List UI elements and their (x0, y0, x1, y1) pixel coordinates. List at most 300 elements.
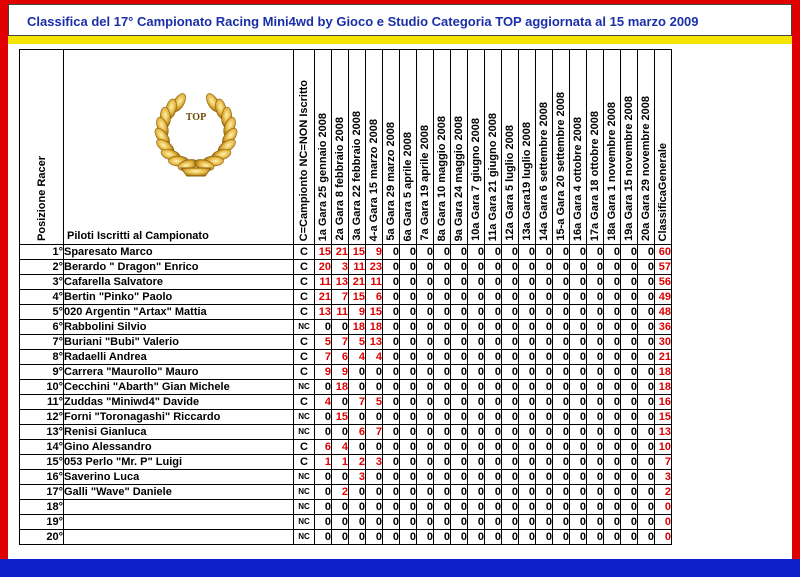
score-cell: 0 (383, 485, 400, 500)
score-cell: 0 (587, 260, 604, 275)
score-cell: 0 (417, 455, 434, 470)
score-cell: 0 (536, 455, 553, 470)
score-cell: 0 (570, 305, 587, 320)
score-cell: 0 (400, 500, 417, 515)
total-cell: 0 (655, 530, 672, 545)
score-cell: 0 (332, 320, 349, 335)
score-cell: 1 (315, 455, 332, 470)
score-cell: 0 (587, 440, 604, 455)
score-cell: 0 (417, 245, 434, 260)
score-cell: 0 (468, 485, 485, 500)
score-cell: 0 (451, 500, 468, 515)
score-cell: 0 (638, 335, 655, 350)
score-cell: 0 (536, 485, 553, 500)
header-race-4: 4-a Gara 15 marzo 2008 (366, 50, 383, 245)
score-cell: 0 (536, 350, 553, 365)
position-cell: 8° (20, 350, 64, 365)
score-cell: 0 (468, 515, 485, 530)
score-cell: 0 (638, 275, 655, 290)
header-race-10: 10a Gara 7 giugno 2008 (468, 50, 485, 245)
score-cell: 0 (553, 395, 570, 410)
score-cell: 0 (621, 485, 638, 500)
score-cell: 0 (536, 500, 553, 515)
score-cell: 0 (502, 245, 519, 260)
score-cell: 0 (349, 380, 366, 395)
score-cell: 0 (502, 320, 519, 335)
header-row (20, 50, 672, 245)
score-cell: 0 (502, 260, 519, 275)
score-cell: 0 (315, 470, 332, 485)
score-cell: 0 (519, 470, 536, 485)
total-cell: 36 (655, 320, 672, 335)
score-cell: 0 (383, 455, 400, 470)
pilot-name-cell (64, 500, 294, 515)
score-cell: 0 (570, 425, 587, 440)
table-row (20, 500, 672, 515)
score-cell: 0 (485, 470, 502, 485)
pilot-name-cell: 053 Perlo "Mr. P" Luigi (64, 455, 294, 470)
score-cell: 0 (451, 395, 468, 410)
category-cell: NC (294, 320, 315, 335)
score-cell: 0 (434, 365, 451, 380)
header-race-13: 13a Gara19 luglio 2008 (519, 50, 536, 245)
score-cell: 13 (315, 305, 332, 320)
header-pilots: TOP Piloti Iscritti al Campionato (64, 50, 294, 245)
total-cell: 16 (655, 395, 672, 410)
score-cell: 0 (315, 380, 332, 395)
score-cell: 0 (553, 470, 570, 485)
score-cell: 0 (621, 320, 638, 335)
table-row (20, 335, 672, 350)
score-cell: 0 (502, 455, 519, 470)
score-cell: 2 (349, 455, 366, 470)
score-cell: 0 (621, 290, 638, 305)
score-cell: 0 (519, 515, 536, 530)
position-cell: 3° (20, 275, 64, 290)
score-cell: 0 (485, 455, 502, 470)
score-cell: 0 (383, 275, 400, 290)
score-cell: 0 (451, 380, 468, 395)
category-cell: NC (294, 515, 315, 530)
pilot-name-cell: Cecchini "Abarth" Gian Michele (64, 380, 294, 395)
score-cell: 0 (553, 335, 570, 350)
score-cell: 0 (383, 350, 400, 365)
score-cell: 0 (417, 410, 434, 425)
score-cell: 0 (570, 290, 587, 305)
score-cell: 0 (553, 305, 570, 320)
table-row (20, 410, 672, 425)
score-cell: 0 (536, 320, 553, 335)
position-cell: 12° (20, 410, 64, 425)
score-cell: 4 (315, 395, 332, 410)
score-cell: 0 (315, 515, 332, 530)
score-cell: 0 (400, 515, 417, 530)
score-cell: 0 (536, 410, 553, 425)
score-cell: 0 (621, 395, 638, 410)
score-cell: 0 (502, 515, 519, 530)
score-cell: 7 (332, 290, 349, 305)
score-cell: 0 (383, 365, 400, 380)
score-cell: 11 (332, 305, 349, 320)
table-row (20, 365, 672, 380)
score-cell: 0 (485, 260, 502, 275)
score-cell: 0 (621, 500, 638, 515)
table-row (20, 485, 672, 500)
category-cell: NC (294, 425, 315, 440)
score-cell: 0 (434, 440, 451, 455)
score-cell: 0 (536, 290, 553, 305)
position-cell: 1° (20, 245, 64, 260)
score-cell: 0 (332, 470, 349, 485)
position-cell: 19° (20, 515, 64, 530)
score-cell: 15 (349, 245, 366, 260)
table-row (20, 260, 672, 275)
position-cell: 2° (20, 260, 64, 275)
score-cell: 0 (315, 500, 332, 515)
score-cell: 7 (332, 335, 349, 350)
score-cell: 4 (332, 440, 349, 455)
table-row (20, 395, 672, 410)
score-cell: 0 (604, 260, 621, 275)
position-cell: 10° (20, 380, 64, 395)
score-cell: 0 (400, 425, 417, 440)
table-row (20, 290, 672, 305)
score-cell: 0 (536, 440, 553, 455)
score-cell: 0 (621, 410, 638, 425)
score-cell: 0 (587, 305, 604, 320)
score-cell: 23 (366, 260, 383, 275)
pilot-name-cell (64, 530, 294, 545)
score-cell: 0 (451, 305, 468, 320)
total-cell: 15 (655, 410, 672, 425)
score-cell: 0 (366, 470, 383, 485)
score-cell: 0 (383, 380, 400, 395)
score-cell: 11 (366, 275, 383, 290)
score-cell: 0 (638, 425, 655, 440)
header-race-11: 11a Gara 21 giugno 2008 (485, 50, 502, 245)
score-cell: 0 (621, 425, 638, 440)
score-cell: 0 (417, 350, 434, 365)
pilot-name-cell: Forni "Toronagashi" Riccardo (64, 410, 294, 425)
score-cell: 0 (383, 425, 400, 440)
total-cell: 13 (655, 425, 672, 440)
score-cell: 0 (604, 470, 621, 485)
score-cell: 0 (638, 455, 655, 470)
header-race-2: 2a Gara 8 febbraio 2008 (332, 50, 349, 245)
score-cell: 15 (315, 245, 332, 260)
score-cell: 0 (451, 470, 468, 485)
total-cell: 48 (655, 305, 672, 320)
score-cell: 0 (519, 485, 536, 500)
score-cell: 0 (604, 290, 621, 305)
score-cell: 0 (553, 515, 570, 530)
score-cell: 0 (400, 335, 417, 350)
score-cell: 0 (485, 245, 502, 260)
score-cell: 0 (400, 275, 417, 290)
score-cell: 0 (519, 305, 536, 320)
score-cell: 0 (434, 245, 451, 260)
score-cell: 0 (485, 275, 502, 290)
pilot-name-cell: Bertin "Pinko" Paolo (64, 290, 294, 305)
score-cell: 0 (604, 485, 621, 500)
score-cell: 0 (570, 320, 587, 335)
score-cell: 0 (383, 335, 400, 350)
category-cell: NC (294, 410, 315, 425)
score-cell: 0 (349, 410, 366, 425)
header-race-17: 17a Gara 18 ottobre 2008 (587, 50, 604, 245)
category-cell: NC (294, 380, 315, 395)
pilot-name-cell: Sparesato Marco (64, 245, 294, 260)
score-cell: 0 (519, 275, 536, 290)
score-cell: 0 (417, 335, 434, 350)
pilot-name-cell: Berardo " Dragon" Enrico (64, 260, 294, 275)
score-cell: 0 (587, 290, 604, 305)
score-cell: 0 (502, 395, 519, 410)
score-cell: 0 (553, 365, 570, 380)
table-row (20, 425, 672, 440)
score-cell: 0 (587, 350, 604, 365)
score-cell: 0 (434, 515, 451, 530)
score-cell: 0 (536, 470, 553, 485)
table-row (20, 440, 672, 455)
score-cell: 0 (638, 530, 655, 545)
pilot-name-cell: Saverino Luca (64, 470, 294, 485)
pilot-name-cell: Zuddas "Miniwd4" Davide (64, 395, 294, 410)
score-cell: 0 (485, 485, 502, 500)
score-cell: 0 (536, 245, 553, 260)
score-cell: 0 (553, 380, 570, 395)
score-cell: 13 (366, 335, 383, 350)
score-cell: 0 (519, 380, 536, 395)
score-cell: 0 (434, 410, 451, 425)
score-cell: 0 (553, 245, 570, 260)
pilot-name-cell: Gino Alessandro (64, 440, 294, 455)
score-cell: 0 (434, 455, 451, 470)
score-cell: 0 (519, 260, 536, 275)
score-cell: 0 (587, 530, 604, 545)
score-cell: 0 (349, 440, 366, 455)
category-cell: C (294, 335, 315, 350)
score-cell: 0 (468, 275, 485, 290)
score-cell: 0 (468, 320, 485, 335)
score-cell: 0 (587, 515, 604, 530)
score-cell: 0 (315, 320, 332, 335)
score-cell: 0 (587, 245, 604, 260)
score-cell: 0 (519, 320, 536, 335)
score-cell: 0 (485, 350, 502, 365)
score-cell: 0 (451, 515, 468, 530)
score-cell: 0 (349, 500, 366, 515)
position-cell: 14° (20, 440, 64, 455)
score-cell: 0 (604, 320, 621, 335)
score-cell: 0 (519, 335, 536, 350)
score-cell: 0 (553, 530, 570, 545)
score-cell: 0 (570, 380, 587, 395)
header-race-1: 1a Gara 25 gennaio 2008 (315, 50, 332, 245)
category-cell: C (294, 245, 315, 260)
score-cell: 0 (638, 485, 655, 500)
score-cell: 18 (349, 320, 366, 335)
score-cell: 21 (315, 290, 332, 305)
score-cell: 0 (621, 305, 638, 320)
score-cell: 0 (366, 380, 383, 395)
header-category: C=Campionto NC=NON Iscritto (294, 50, 315, 245)
score-cell: 21 (349, 275, 366, 290)
position-cell: 7° (20, 335, 64, 350)
total-cell: 2 (655, 485, 672, 500)
score-cell: 0 (502, 440, 519, 455)
table-row (20, 305, 672, 320)
score-cell: 0 (553, 485, 570, 500)
table-row (20, 320, 672, 335)
score-cell: 0 (502, 425, 519, 440)
score-cell: 0 (570, 245, 587, 260)
score-cell: 0 (519, 440, 536, 455)
score-cell: 0 (400, 245, 417, 260)
score-cell: 0 (400, 365, 417, 380)
score-cell: 0 (417, 470, 434, 485)
header-race-7: 7a Gara 19 aprile 2008 (417, 50, 434, 245)
score-cell: 0 (383, 395, 400, 410)
score-cell: 0 (468, 305, 485, 320)
score-cell: 0 (587, 425, 604, 440)
score-cell: 0 (502, 350, 519, 365)
score-cell: 0 (604, 410, 621, 425)
score-cell: 0 (638, 365, 655, 380)
header-race-20: 20a Gara 29 novembre 2008 (638, 50, 655, 245)
score-cell: 0 (638, 245, 655, 260)
standings-table (19, 49, 672, 545)
score-cell: 0 (519, 290, 536, 305)
score-cell: 0 (366, 530, 383, 545)
score-cell: 0 (417, 320, 434, 335)
page-title: Classifica del 17° Campionato Racing Mini4wd by Gioco e Studio Categoria TOP aggiornata al 15 marzo 2009 (27, 14, 699, 29)
score-cell: 0 (604, 365, 621, 380)
score-cell: 15 (349, 290, 366, 305)
pilot-name-cell: Rabbolini Silvio (64, 320, 294, 335)
score-cell: 0 (536, 530, 553, 545)
header-race-3: 3a Gara 22 febbraio 2008 (349, 50, 366, 245)
score-cell: 0 (604, 380, 621, 395)
score-cell: 0 (349, 365, 366, 380)
score-cell: 7 (366, 425, 383, 440)
score-cell: 0 (417, 515, 434, 530)
score-cell: 0 (400, 260, 417, 275)
score-cell: 0 (604, 500, 621, 515)
score-cell: 6 (349, 425, 366, 440)
score-cell: 0 (434, 530, 451, 545)
total-cell: 60 (655, 245, 672, 260)
score-cell: 0 (485, 410, 502, 425)
score-cell: 0 (553, 260, 570, 275)
score-cell: 6 (315, 440, 332, 455)
score-cell: 0 (383, 530, 400, 545)
score-cell: 0 (553, 455, 570, 470)
header-race-18: 18a Gara 1 novembre 2008 (604, 50, 621, 245)
score-cell: 0 (553, 410, 570, 425)
score-cell: 0 (417, 260, 434, 275)
score-cell: 0 (332, 530, 349, 545)
score-cell: 0 (621, 515, 638, 530)
score-cell: 0 (400, 290, 417, 305)
score-cell: 0 (485, 305, 502, 320)
score-cell: 0 (587, 335, 604, 350)
score-cell: 0 (451, 410, 468, 425)
table-row (20, 350, 672, 365)
position-cell: 17° (20, 485, 64, 500)
score-cell: 0 (383, 440, 400, 455)
score-cell: 0 (502, 485, 519, 500)
score-cell: 0 (468, 500, 485, 515)
category-cell: C (294, 350, 315, 365)
table-row (20, 470, 672, 485)
score-cell: 0 (536, 425, 553, 440)
score-cell: 0 (621, 470, 638, 485)
category-cell: C (294, 305, 315, 320)
score-cell: 0 (570, 530, 587, 545)
score-cell: 0 (553, 350, 570, 365)
score-cell: 0 (604, 440, 621, 455)
score-cell: 0 (434, 290, 451, 305)
score-cell: 0 (638, 305, 655, 320)
category-cell: C (294, 290, 315, 305)
score-cell: 0 (587, 500, 604, 515)
score-cell: 0 (315, 425, 332, 440)
score-cell: 0 (400, 380, 417, 395)
position-cell: 11° (20, 395, 64, 410)
category-cell: C (294, 395, 315, 410)
score-cell: 0 (604, 305, 621, 320)
score-cell: 0 (570, 410, 587, 425)
score-cell: 0 (434, 320, 451, 335)
score-cell: 0 (536, 515, 553, 530)
header-position: Posizione Racer (20, 50, 64, 245)
score-cell: 0 (621, 455, 638, 470)
score-cell: 3 (349, 470, 366, 485)
header-race-12: 12a Gara 5 luglio 2008 (502, 50, 519, 245)
score-cell: 0 (383, 410, 400, 425)
score-cell: 0 (400, 305, 417, 320)
position-cell: 15° (20, 455, 64, 470)
score-cell: 0 (366, 440, 383, 455)
score-cell: 0 (434, 275, 451, 290)
score-cell: 0 (587, 365, 604, 380)
score-cell: 0 (485, 515, 502, 530)
score-cell: 0 (366, 515, 383, 530)
score-cell: 0 (485, 290, 502, 305)
score-cell: 0 (536, 305, 553, 320)
score-cell: 0 (502, 335, 519, 350)
position-cell: 20° (20, 530, 64, 545)
score-cell: 0 (349, 530, 366, 545)
score-cell: 0 (332, 515, 349, 530)
pilot-name-cell: Carrera "Maurollo" Mauro (64, 365, 294, 380)
pilot-name-cell: Radaelli Andrea (64, 350, 294, 365)
score-cell: 0 (536, 260, 553, 275)
score-cell: 0 (468, 380, 485, 395)
table-row (20, 515, 672, 530)
score-cell: 0 (502, 380, 519, 395)
score-cell: 0 (383, 320, 400, 335)
score-cell: 4 (349, 350, 366, 365)
score-cell: 0 (468, 455, 485, 470)
score-cell: 0 (468, 470, 485, 485)
header-race-14: 14a Gara 6 settembre 2008 (536, 50, 553, 245)
table-row (20, 275, 672, 290)
position-cell: 16° (20, 470, 64, 485)
position-cell: 4° (20, 290, 64, 305)
score-cell: 0 (587, 275, 604, 290)
